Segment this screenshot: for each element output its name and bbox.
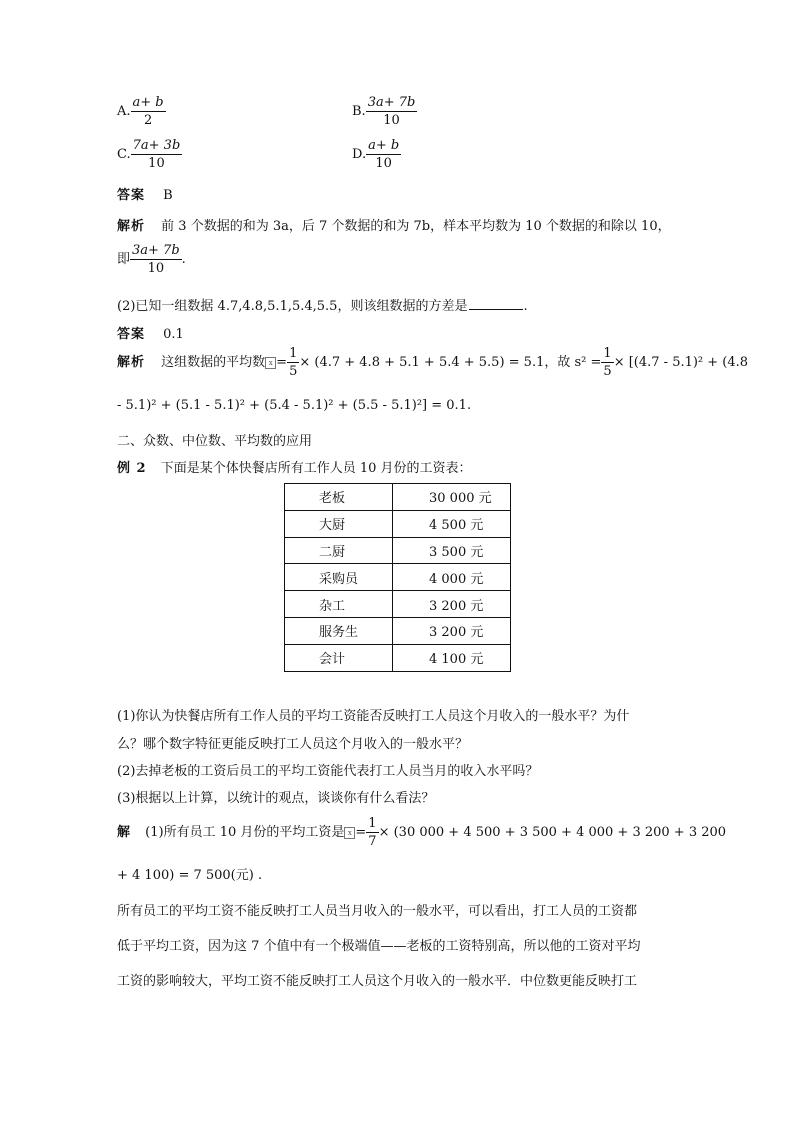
analysis-text: 这组数据的平均数	[161, 355, 266, 370]
role-cell: 二厨	[285, 537, 393, 564]
option-a-label: A.	[117, 104, 131, 119]
option-b-label: B.	[352, 104, 366, 119]
wage-cell: 3 200 元	[393, 617, 511, 644]
q2-question-text: (2)已知一组数据 4.7,4.8,5.1,5.4,5.5，则该组数据的方差是	[117, 299, 468, 314]
table-row	[285, 484, 511, 511]
role-cell: 大厨	[285, 510, 393, 537]
analysis-text: 前 3 个数据的和为 3a，后 7 个数据的和为 7b，样本平均数为 10 个数据的和除以 10，	[161, 219, 671, 234]
option-c	[117, 139, 182, 170]
solution-fraction-numerator: 1	[368, 816, 377, 831]
wage-table	[284, 483, 511, 672]
role-cell: 会计	[285, 644, 393, 671]
option-b-denominator: 10	[383, 113, 400, 128]
option-a-fraction	[131, 96, 166, 127]
table-row	[285, 510, 511, 537]
question-1-text: (1)你认为快餐店所有工作人员的平均工资能否反映打工人员这个月收入的一般水平？为什	[117, 709, 630, 724]
variance-expression-cont: - 5.1)² + (5.1 - 5.1)² + (5.4 - 5.1)² + (5.5 - 5.1)²] = 0.1.	[117, 398, 472, 413]
answer-label: 答案	[117, 327, 146, 342]
wage-cell: 3 200 元	[393, 591, 511, 618]
variance-fraction-denominator: 5	[603, 364, 612, 379]
solution-fraction	[366, 817, 378, 848]
section-title	[117, 430, 312, 449]
answer-label: 答案	[117, 188, 146, 203]
q1-answer	[117, 184, 173, 203]
analysis-numerator: 3a+ 7b	[132, 243, 180, 258]
solution-para-line3	[117, 970, 637, 989]
solution-paragraph-text: 低于平均工资，因为这 7 个值中有一个极端值——老板的工资特别高，所以他的工资对平均	[117, 939, 641, 954]
option-d-denominator: 10	[375, 156, 392, 171]
option-a-denominator: 2	[143, 113, 153, 128]
wage-cell: 3 500 元	[393, 537, 511, 564]
solution-fraction-denominator: 7	[368, 834, 377, 849]
solution-text: (1)所有员工 10 月份的平均工资是	[145, 825, 345, 840]
option-c-numerator: 7a+ 3b	[132, 138, 181, 153]
mean-fraction-numerator: 1	[289, 346, 298, 361]
option-a-numerator: a+ b	[132, 95, 164, 110]
solution-paragraph-text: 工资的影响较大，平均工资不能反映打工人员这个月收入的一般水平．中位数更能反映打工	[117, 974, 638, 989]
option-b	[352, 96, 417, 127]
analysis-label: 解析	[117, 219, 146, 234]
variance-fraction-numerator: 1	[603, 346, 612, 361]
variance-fraction	[601, 347, 613, 378]
analysis-label: 解析	[117, 355, 146, 370]
wage-cell: 4 500 元	[393, 510, 511, 537]
question-3	[117, 787, 434, 806]
solution-expression: × (30 000 + 4 500 + 3 500 + 4 000 + 3 200 + 3 200	[378, 825, 727, 840]
q2-answer	[117, 323, 184, 342]
role-cell: 服务生	[285, 617, 393, 644]
analysis-denominator: 10	[147, 261, 165, 276]
analysis-prefix: 即	[117, 252, 131, 267]
solution-line1: 解 (1)所有员工 10 月份的平均工资是 x = $\frac{1}{7}$ × (30 000 + 4 500 + 3 500 + 4 000 + 3 200 + 3 200	[117, 816, 727, 849]
role-cell: 杂工	[285, 591, 393, 618]
option-a	[117, 96, 166, 127]
option-b-numerator: 3a+ 7b	[367, 95, 416, 110]
mean-fraction-denominator: 5	[289, 364, 298, 379]
q1-analysis-line2	[117, 244, 186, 275]
question-1-line2	[117, 733, 468, 752]
mean-expression: × (4.7 + 4.8 + 5.1 + 5.4 + 5.5) = 5.1，故 s² =	[299, 355, 602, 370]
wage-cell: 4 000 元	[393, 564, 511, 591]
example-label: 例 2	[117, 461, 147, 476]
solution-para-line2	[117, 935, 641, 954]
option-d	[352, 139, 401, 170]
x-bar-symbol: x	[265, 357, 276, 369]
solution-paragraph-text: 所有员工的平均工资不能反映打工人员当月收入的一般水平，可以看出，打工人员的工资都	[117, 904, 638, 919]
answer-blank	[469, 297, 523, 310]
wage-cell: 4 100 元	[393, 644, 511, 671]
table-row	[285, 564, 511, 591]
table-row	[285, 591, 511, 618]
section-title-text: 二、众数、中位数、平均数的应用	[117, 434, 313, 449]
option-c-label: C.	[117, 147, 131, 162]
solution-para-line1	[117, 900, 637, 919]
question-2	[117, 760, 538, 779]
question-3-text: (3)根据以上计算，以统计的观点，谈谈你有什么看法？	[117, 791, 435, 806]
question-2-text: (2)去掉老板的工资后员工的平均工资能代表打工人员当月的收入水平吗？	[117, 764, 539, 779]
table-row	[285, 644, 511, 671]
q2-question	[117, 295, 528, 314]
variance-expression: × [(4.7 - 5.1)² + (4.8	[613, 355, 749, 370]
analysis-fraction	[130, 244, 182, 275]
answer-value: 0.1	[163, 327, 184, 342]
wage-cell: 30 000 元	[393, 484, 511, 511]
q2-question-end: .	[523, 299, 528, 314]
question-1-text-cont: 么？哪个数字特征更能反映打工人员这个月收入的一般水平？	[117, 737, 469, 752]
option-b-fraction	[366, 96, 418, 127]
option-d-numerator: a+ b	[368, 138, 400, 153]
example-text: 下面是某个体快餐店所有工作人员 10 月份的工资表：	[160, 461, 472, 476]
question-1-line1	[117, 705, 629, 724]
option-d-label: D.	[352, 147, 367, 162]
q1-analysis-line1	[117, 215, 671, 234]
solution-expression-cont: + 4 100) = 7 500(元) .	[117, 868, 263, 883]
q2-analysis-line1: 解析 这组数据的平均数 x = $\frac{1}{5}$ × (4.7 + 4.8 + 5.1 + 5.4 + 5.5) = 5.1，故 s² = $\frac{1}{5}$ × [(4.7 - 5.1)² + (4.8	[117, 346, 749, 379]
table-row	[285, 617, 511, 644]
q2-analysis-line2	[117, 398, 471, 413]
option-c-fraction	[131, 139, 183, 170]
table-row	[285, 537, 511, 564]
analysis-end: .	[181, 252, 186, 267]
option-c-denominator: 10	[148, 156, 165, 171]
x-bar-symbol: x	[344, 827, 355, 839]
mean-fraction	[287, 347, 299, 378]
role-cell: 老板	[285, 484, 393, 511]
option-d-fraction	[366, 139, 401, 170]
solution-line2	[117, 864, 262, 883]
answer-value: B	[163, 188, 173, 203]
solution-label: 解	[117, 825, 132, 840]
role-cell: 采购员	[285, 564, 393, 591]
example-2	[117, 457, 472, 476]
